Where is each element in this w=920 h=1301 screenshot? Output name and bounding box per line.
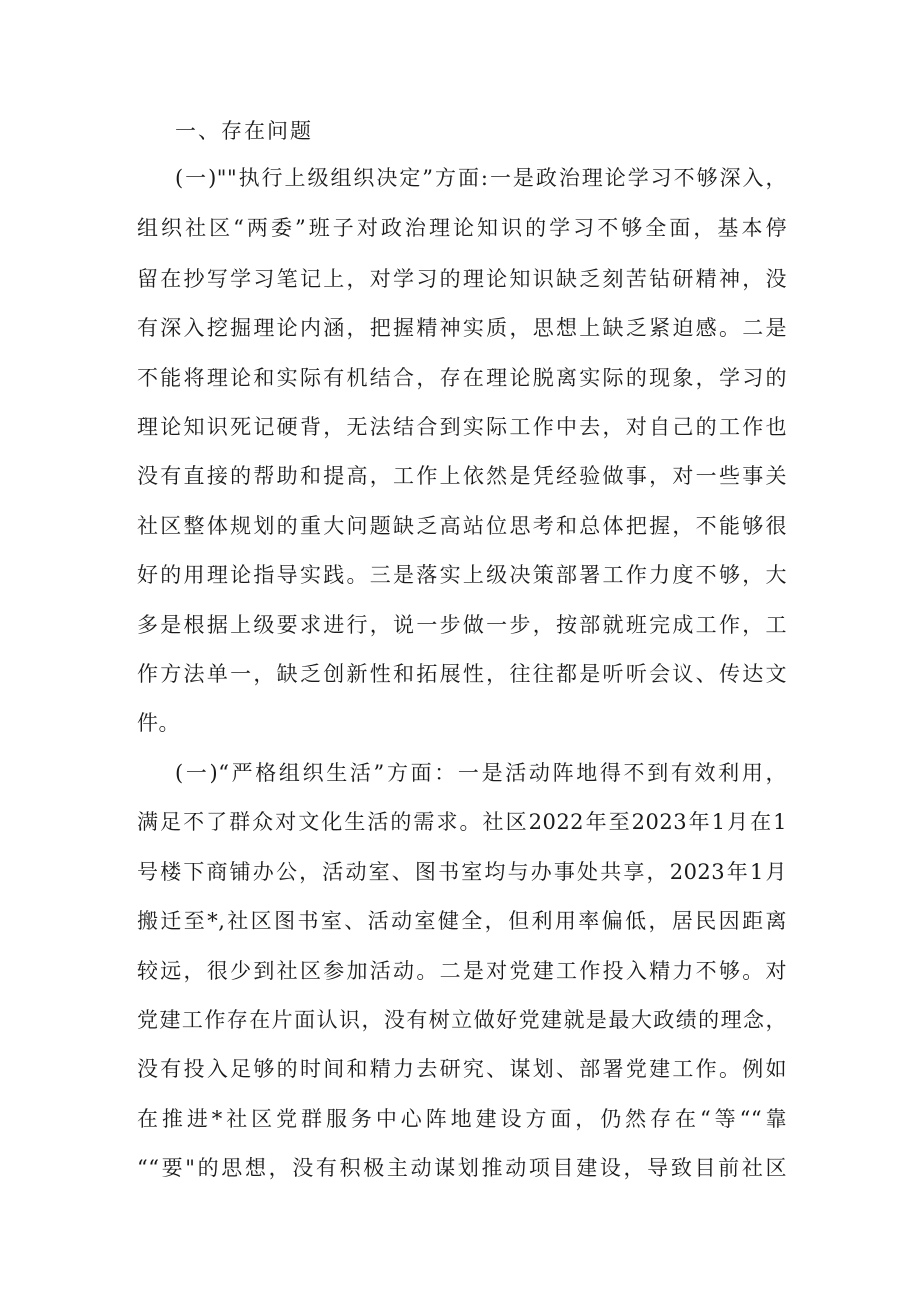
paragraph-2-line-3: 号楼下商铺办公，活动室、图书室均与办事处共享，2023年1月 — [137, 860, 787, 884]
paragraph-1-line-4: 有深入挖掘理论内涵，把握精神实质，思想上缺乏紧迫感。二是 — [137, 316, 787, 340]
paragraph-1-line-2: 组织社区“两委”班子对政治理论知识的学习不够全面，基本停 — [137, 216, 787, 240]
paragraph-2-line-2: 满足不了群众对文化生活的需求。社区2022年至2023年1月在1 — [137, 810, 787, 834]
paragraph-2-line-5: 较远，很少到社区参加活动。二是对党建工作投入精力不够。对 — [137, 959, 787, 983]
paragraph-2-line-7: 没有投入足够的时间和精力去研究、谋划、部署党建工作。例如 — [137, 1057, 787, 1081]
paragraph-1-line-5: 不能将理论和实际有机结合，存在理论脱离实际的现象，学习的 — [137, 366, 787, 390]
paragraph-1-line-11: 作方法单一，缺乏创新性和拓展性，往往都是听听会议、传达文 — [137, 662, 787, 686]
paragraph-2-line-8: 在推进*社区党群服务中心阵地建设方面，仍然存在“等““靠 — [137, 1107, 787, 1131]
paragraph-1-line-12: 件。 — [137, 711, 180, 735]
paragraph-1-line-7: 没有直接的帮助和提高，工作上依然是凭经验做事，对一些事关 — [137, 464, 787, 488]
paragraph-1-line-9: 好的用理论指导实践。三是落实上级决策部署工作力度不够，大 — [137, 563, 787, 587]
paragraph-1-line-3: 留在抄写学习笔记上，对学习的理论知识缺乏刻苦钻研精神，没 — [137, 267, 787, 291]
paragraph-1-line-8: 社区整体规划的重大问题缺乏高站位思考和总体把握，不能够很 — [137, 514, 787, 538]
paragraph-2-line-6: 党建工作存在片面认识，没有树立做好党建就是最大政绩的理念， — [137, 1008, 787, 1032]
paragraph-2-line-4: 搬迁至*,社区图书室、活动室健全，但利用率偏低，居民因距离 — [137, 909, 787, 933]
paragraph-1-line-6: 理论知识死记硬背，无法结合到实际工作中去，对自己的工作也 — [137, 415, 787, 439]
paragraph-1-line-10: 多是根据上级要求进行，说一步做一步，按部就班完成工作，工 — [137, 613, 787, 637]
section-heading: 一、存在问题 — [175, 119, 313, 143]
paragraph-1-line-1: (一)""执行上级组织决定”方面:一是政治理论学习不够深入， — [175, 166, 787, 190]
paragraph-2-line-9: ““要"的思想，没有积极主动谋划推动项目建设，导致目前社区 — [137, 1156, 787, 1180]
paragraph-2-line-1: (一)“严格组织生活”方面：一是活动阵地得不到有效利用， — [175, 761, 787, 785]
